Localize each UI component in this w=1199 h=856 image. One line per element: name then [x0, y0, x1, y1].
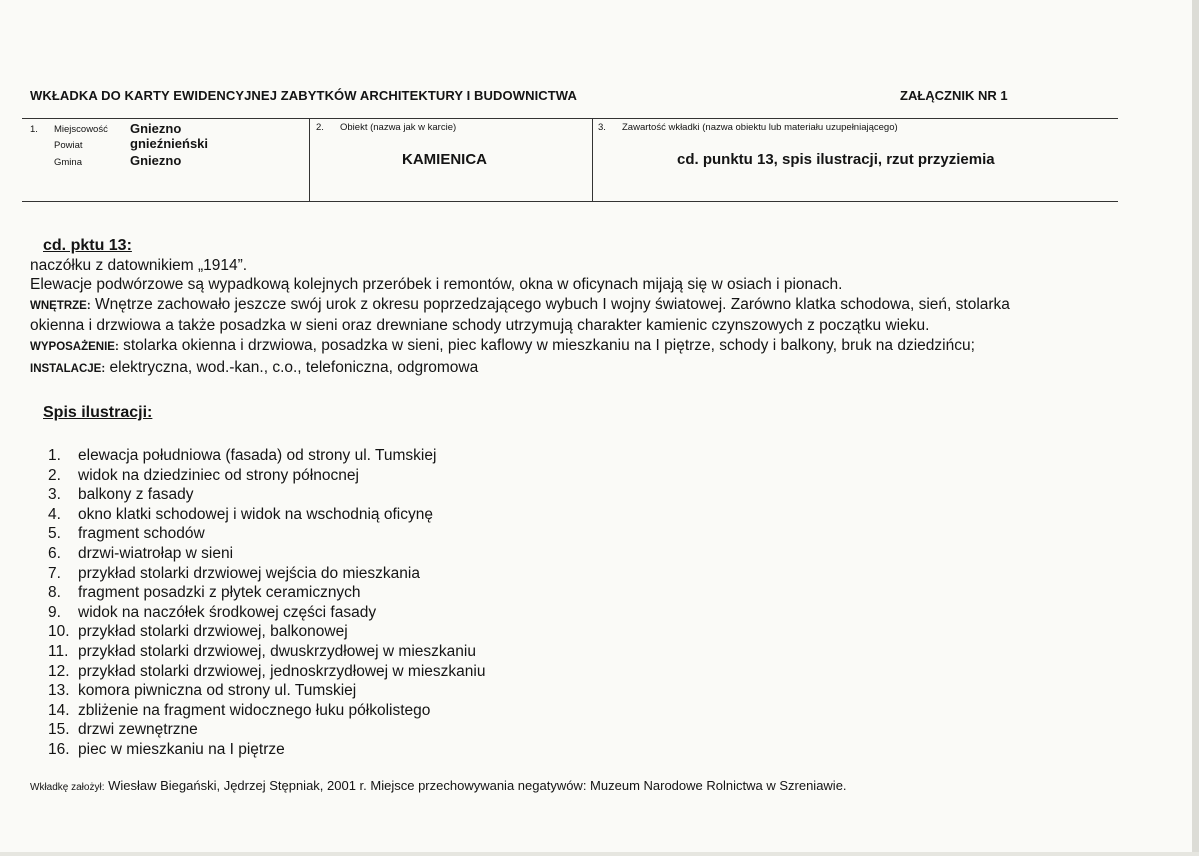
item-text: komora piwniczna od strony ul. Tumskiej [78, 682, 357, 700]
footer-note [30, 778, 847, 793]
wnetrze-text: Wnętrze zachowało jeszcze swój urok z okresu poprzedzającego wybuch I wojny światowej. Zarówno klatka schodowa, sień, stolarka [95, 295, 1010, 313]
description-line: naczółku z datownikiem „1914”. [30, 256, 248, 274]
item-text: piec w mieszkaniu na I piętrze [78, 740, 285, 758]
column-divider [592, 119, 593, 201]
scan-edge-bottom [0, 852, 1199, 856]
wnetrze-paragraph [30, 295, 1180, 317]
list-item [48, 524, 485, 544]
list-item [48, 485, 485, 505]
item-text: elewacja południowa (fasada) od strony ul. Tumskiej [78, 447, 437, 464]
item-text: balkony z fasady [78, 486, 194, 504]
instalacje-paragraph [30, 358, 1180, 380]
item-number: 8. [48, 584, 61, 602]
value-powiat: gnieźnieński [130, 136, 209, 151]
list-item [48, 740, 485, 760]
item-text: przykład stolarki drzwiowej, balkonowej [78, 623, 348, 641]
section-heading: cd. pktu 13: [43, 237, 132, 254]
item-number: 15. [48, 721, 70, 739]
item-number: 9. [48, 603, 61, 621]
list-item [48, 662, 485, 682]
column-divider [309, 119, 310, 201]
scan-edge-right [1192, 0, 1199, 856]
label-powiat: Powiat [54, 140, 83, 151]
label-miejscowosc: Miejscowość [54, 124, 108, 135]
item-text: przykład stolarki drzwiowej, dwuskrzydłowej w mieszkaniu [78, 642, 476, 660]
item-text: drzwi-wiatrołap w sieni [78, 544, 234, 562]
wnetrze-continuation: okienna i drzwiowa a także posadzka w sieni oraz drewniane schody utrzymują charakter kamienic czynszowych z początku wieku. [30, 317, 930, 335]
instalacje-text: elektryczna, wod.-kan., c.o., telefoniczna, odgromowa [109, 358, 479, 376]
list-item [48, 544, 485, 564]
wyposazenie-text: stolarka okienna i drzwiowa, posadzka w sieni, piec kaflowy w mieszkaniu na I piętrze, schody i balkony, bruk na dziedzińcu; [123, 336, 975, 354]
description-section [30, 236, 1180, 379]
item-number: 4. [48, 505, 61, 523]
item-number: 5. [48, 525, 61, 543]
list-item [48, 642, 485, 662]
item-text: fragment schodów [78, 525, 205, 543]
item-number: 12. [48, 662, 70, 680]
instalacje-label: INSTALACJE: [30, 362, 106, 375]
list-item [48, 446, 485, 466]
label-zawartosc: Zawartość wkładki (nazwa obiektu lub materiału uzupełniającego) [622, 122, 898, 133]
list-item [48, 583, 485, 603]
item-number: 11. [48, 642, 69, 660]
item-text: widok na dziedziniec od strony północnej [78, 466, 359, 484]
list-item [48, 622, 485, 642]
item-number: 2. [48, 466, 61, 484]
item-text: fragment posadzki z płytek ceramicznych [78, 584, 361, 602]
item-text: widok na naczółek środkowej części fasady [78, 603, 377, 621]
item-number: 1. [48, 447, 61, 464]
item-text: przykład stolarki drzwiowej, jednoskrzydłowej w mieszkaniu [78, 662, 486, 680]
list-item [48, 603, 485, 623]
item-number: 3. [48, 486, 61, 504]
item-number: 7. [48, 564, 61, 582]
value-miejscowosc: Gniezno [130, 121, 182, 136]
item-text: okno klatki schodowej i widok na wschodnią oficynę [78, 505, 433, 523]
value-zawartosc: cd. punktu 13, spis ilustracji, rzut przyziemia [677, 151, 995, 168]
wyposazenie-label: WYPOSAŻENIE: [30, 340, 119, 353]
label-obiekt: Obiekt (nazwa jak w karcie) [340, 122, 457, 133]
list-item [48, 720, 485, 740]
wnetrze-label: WNĘTRZE: [30, 299, 91, 312]
illustrations-heading: Spis ilustracji: [43, 404, 153, 421]
illustrations-list [48, 446, 485, 760]
value-obiekt: KAMIENICA [402, 151, 487, 168]
footer-text: Wiesław Biegański, Jędrzej Stępniak, 2001 r. Miejsce przechowywania negatywów: Muzeum Narodowe Rolnictwa w Szreniawie. [108, 778, 847, 793]
field-number: 2. [316, 122, 324, 133]
label-gmina: Gmina [54, 157, 82, 168]
list-item [48, 701, 485, 721]
record-header-box [22, 118, 1118, 202]
item-number: 13. [48, 682, 70, 700]
item-number: 16. [48, 740, 70, 758]
document-title: WKŁADKA DO KARTY EWIDENCYJNEJ ZABYTKÓW ARCHITEKTURY I BUDOWNICTWA [30, 88, 577, 103]
item-number: 6. [48, 544, 61, 562]
field-number: 3. [598, 122, 606, 133]
value-gmina: Gniezno [130, 153, 182, 168]
item-text: zbliżenie na fragment widocznego łuku półkolistego [78, 701, 431, 719]
list-item [48, 564, 485, 584]
list-item [48, 505, 485, 525]
wyposazenie-paragraph [30, 336, 1180, 358]
footer-label: Wkładkę założył: [30, 782, 105, 793]
annex-label: ZAŁĄCZNIK NR 1 [900, 88, 1008, 103]
list-item [48, 466, 485, 486]
item-text: drzwi zewnętrzne [78, 721, 198, 739]
item-text: przykład stolarki drzwiowej wejścia do mieszkania [78, 564, 420, 582]
item-number: 14. [48, 701, 70, 719]
field-number: 1. [30, 124, 38, 135]
item-number: 10. [48, 623, 70, 641]
list-item [48, 681, 485, 701]
description-line: Elewacje podwórzowe są wypadkową kolejnych przeróbek i remontów, okna w oficynach mijają się w osiach i pionach. [30, 276, 843, 294]
